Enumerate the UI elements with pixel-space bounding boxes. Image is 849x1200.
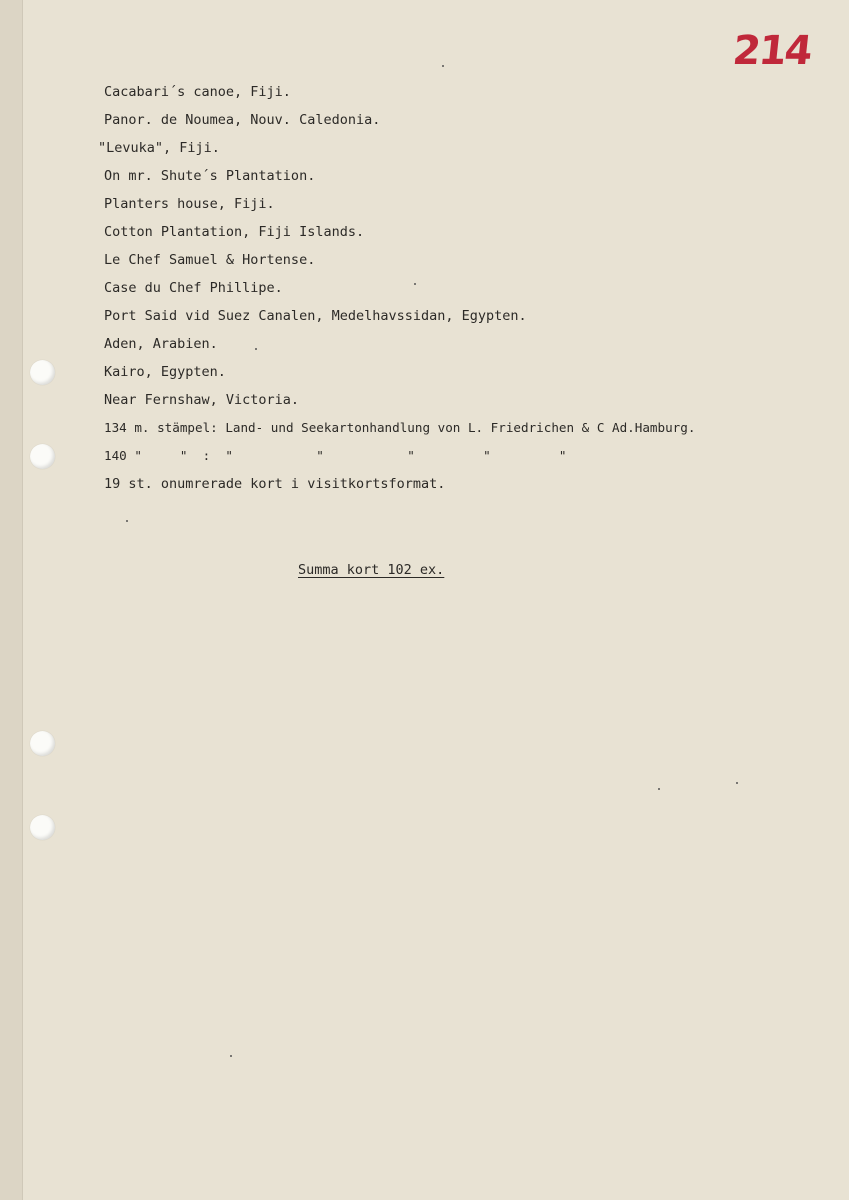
list-item: On mr. Shute´s Plantation.: [104, 168, 316, 184]
paper-speck: [414, 283, 416, 285]
punch-hole: [30, 360, 55, 385]
list-item: Near Fernshaw, Victoria.: [104, 392, 300, 408]
list-item: Planters house, Fiji.: [104, 196, 275, 212]
list-item: Cotton Plantation, Fiji Islands.: [104, 224, 365, 240]
total-summary: Summa kort 102 ex.: [298, 562, 445, 578]
punch-hole: [30, 815, 55, 840]
list-item: 19 st. onumrerade kort i visitkortsformat.: [104, 476, 446, 492]
paper-speck: [736, 782, 738, 784]
paper-speck: [255, 348, 257, 350]
paper-speck: [658, 788, 660, 790]
paper-speck: [230, 1055, 232, 1057]
paper-speck: [442, 65, 444, 67]
punch-hole: [30, 444, 55, 469]
list-item: Aden, Arabien.: [104, 336, 218, 352]
list-item: Panor. de Noumea, Nouv. Caledonia.: [104, 112, 381, 128]
list-item: Case du Chef Phillipe.: [104, 280, 283, 296]
list-item: Cacabari´s canoe, Fiji.: [104, 84, 291, 100]
page-number: 214: [730, 28, 813, 74]
list-item: Port Said vid Suez Canalen, Medelhavssidan, Egypten.: [104, 308, 527, 324]
list-item: "Levuka", Fiji.: [98, 140, 220, 156]
list-item: 140 " " : " " " " ": [104, 448, 567, 463]
page-binding-edge: [0, 0, 23, 1200]
list-item: 134 m. stämpel: Land- und Seekartonhandlung von L. Friedrichen & C Ad.Hamburg.: [104, 420, 696, 435]
punch-hole: [30, 731, 55, 756]
list-item: Kairo, Egypten.: [104, 364, 226, 380]
paper-speck: [126, 520, 128, 522]
list-item: Le Chef Samuel & Hortense.: [104, 252, 316, 268]
